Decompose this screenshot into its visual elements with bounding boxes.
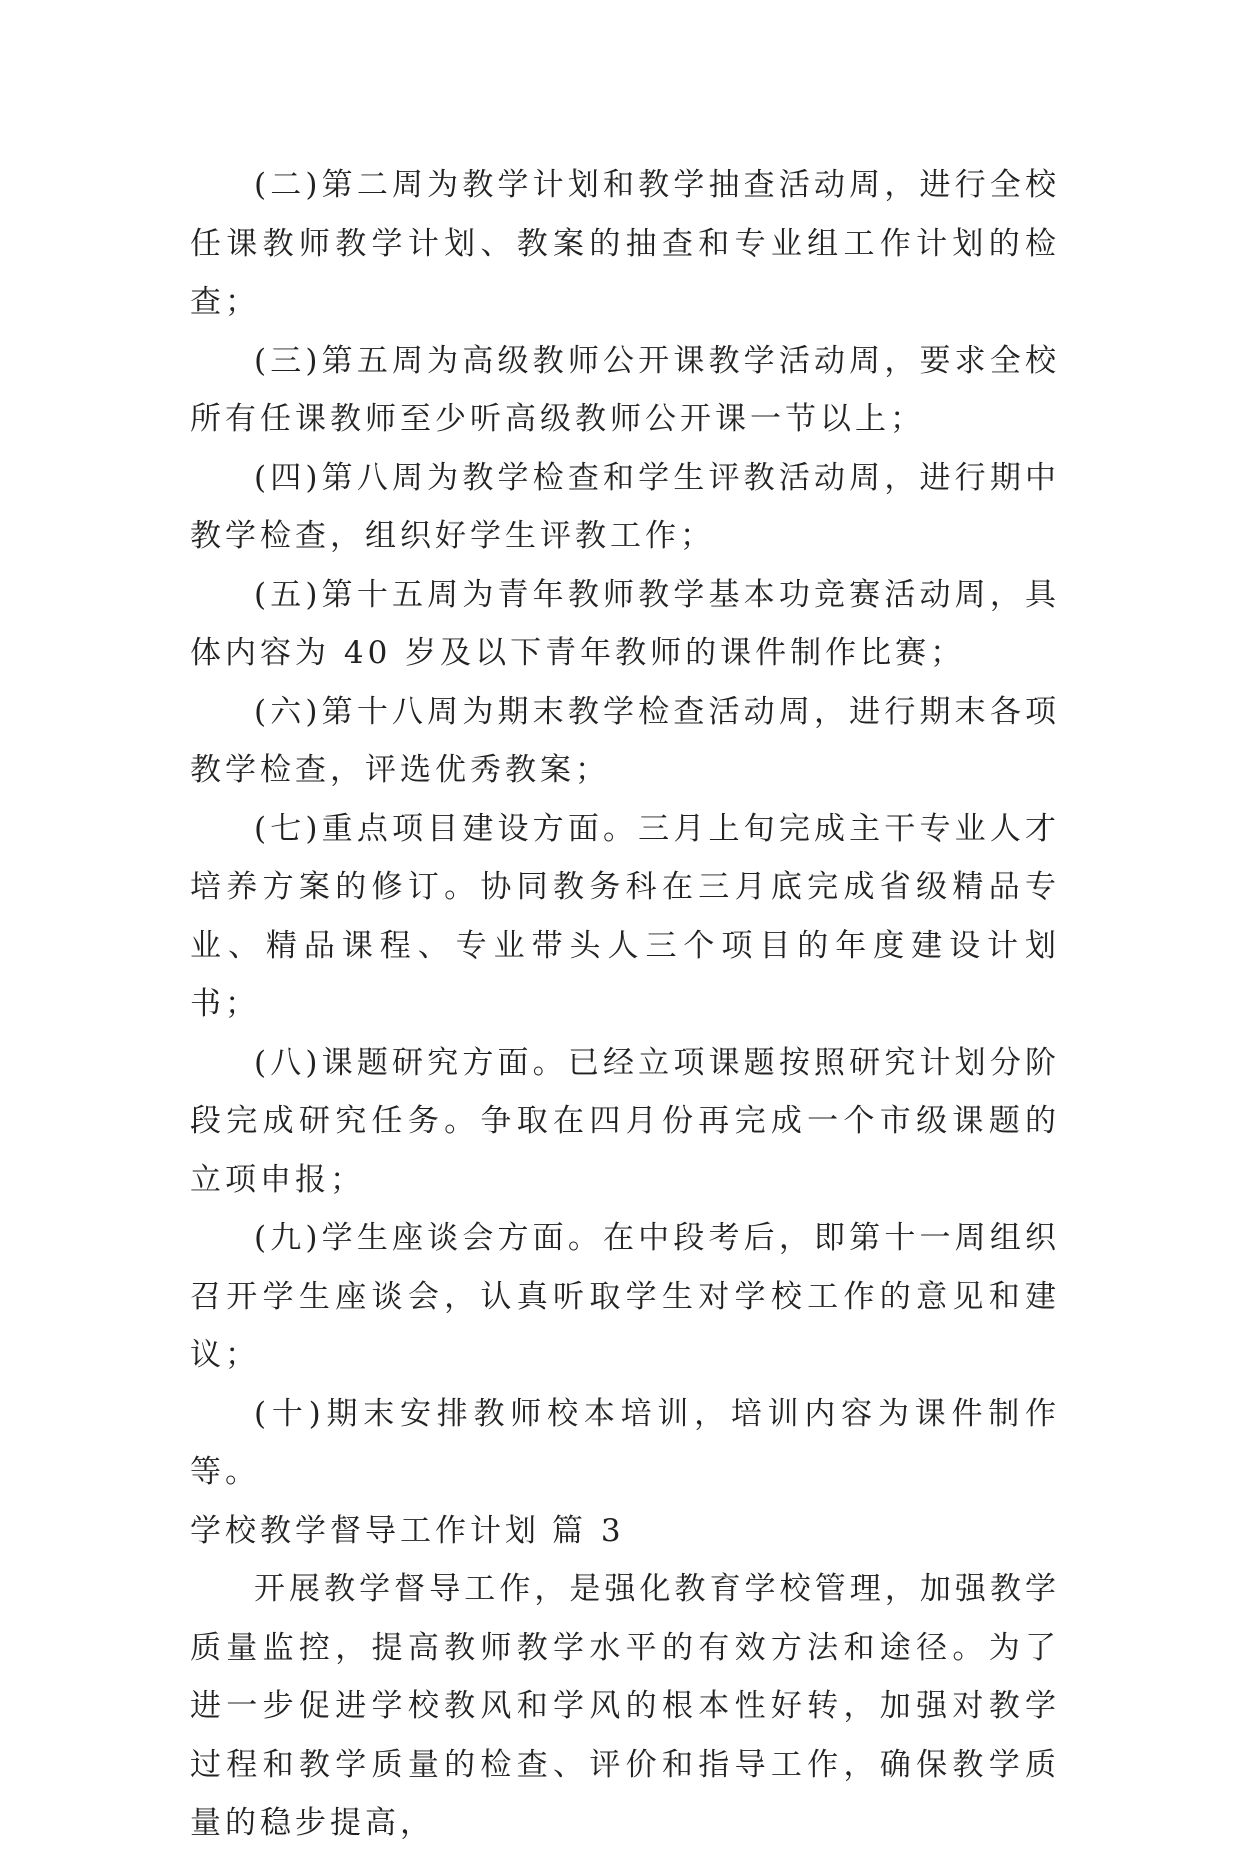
paragraph-item-6: (六)第十八周为期末教学检查活动周，进行期末各项教学检查，评选优秀教案； [190, 693, 1060, 788]
paragraph-item-4: (四)第八周为教学检查和学生评教活动周，进行期中教学检查，组织好学生评教工作； [190, 459, 1060, 554]
paragraph-item-9: (九)学生座谈会方面。在中段考后，即第十一周组织召开学生座谈会，认真听取学生对学校工作的意见和建议； [190, 1220, 1060, 1373]
paragraph-item-5: (五)第十五周为青年教师教学基本功竞赛活动周，具体内容为 40 岁及以下青年教师的课件制作比赛； [190, 576, 1060, 671]
paragraph-item-8: (八)课题研究方面。已经立项课题按照研究计划分阶段完成研究任务。争取在四月份再完成一个市级课题的立项申报； [190, 1044, 1060, 1198]
document-body [190, 156, 1060, 1853]
section-number: 篇 3 [552, 1512, 625, 1549]
paragraph-item-10: (十)期末安排教师校本培训，培训内容为课件制作等。 [190, 1395, 1060, 1490]
section-title: 学校教学督导工作计划 [190, 1512, 540, 1549]
intro-paragraph: 开展教学督导工作，是强化教育学校管理，加强教学质量监控，提高教师教学水平的有效方法和途径。为了进一步促进学校教风和学风的根本性好转，加强对教学过程和教学质量的检查、评价和指导工作，确保教学质量的稳步提高， [190, 1571, 1060, 1841]
paragraph-item-2: (二)第二周为教学计划和教学抽查活动周，进行全校任课教师教学计划、教案的抽查和专业组工作计划的检查； [190, 167, 1060, 320]
section-heading [190, 1502, 1060, 1561]
paragraph-item-3: (三)第五周为高级教师公开课教学活动周，要求全校所有任课教师至少听高级教师公开课一节以上； [190, 342, 1060, 437]
paragraph-item-7: (七)重点项目建设方面。三月上旬完成主干专业人才培养方案的修订。协同教务科在三月底完成省级精品专业、精品课程、专业带头人三个项目的年度建设计划书； [190, 810, 1060, 1022]
